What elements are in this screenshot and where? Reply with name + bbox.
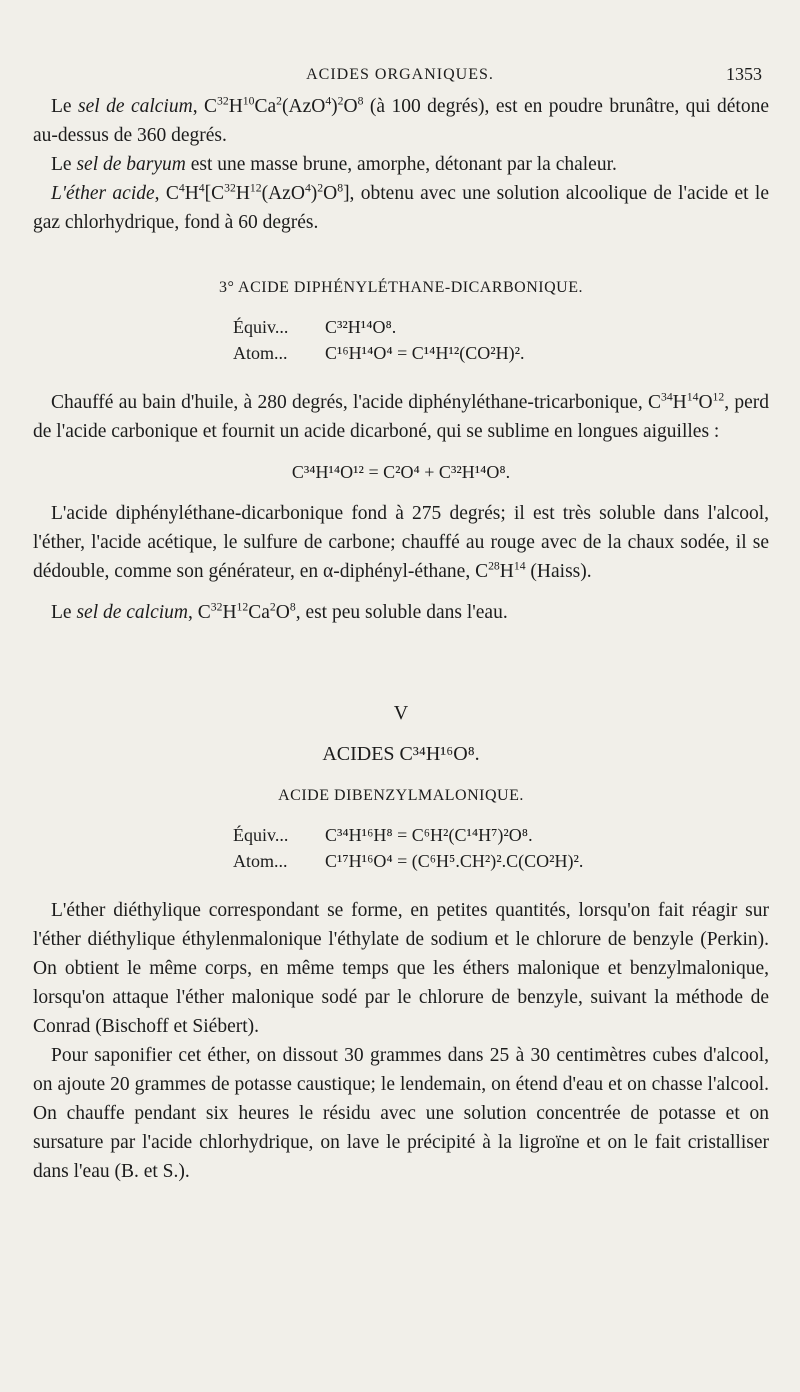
formula-block-1 xyxy=(233,314,769,366)
paragraph-heating: Chauffé au bain d'huile, à 280 degrés, l'acide diphényléthane-tricarbonique, $C^{34}H^{14}O^{12}$, perd de l'acide carbonique et fournit un acide dicarboné, qui se sublime en longues aiguilles : xyxy=(33,390,770,442)
equiv-formula: C³²H¹⁴O⁸. xyxy=(325,317,397,337)
atom-label: Atom... xyxy=(233,343,288,363)
section-numeral: V xyxy=(393,702,409,724)
atom-formula: C¹⁷H¹⁶O⁴ = (C⁶H⁵.CH²)².C(CO²H)². xyxy=(325,851,584,871)
atom-formula: C¹⁶H¹⁴O⁴ = C¹⁴H¹²(CO²H)². xyxy=(325,343,525,363)
section-heading-dibenzylmalonique: ACIDE DIBENZYLMALONIQUE. xyxy=(278,787,524,804)
page-number: 1353 xyxy=(726,64,762,84)
paragraph-acid-ether: L'éther acide, $C^4H^4[C^{32}H^{12}(AzO^4)^2O^8]$, obtenu avec une solution alcoolique de l'acide et le gaz chlorhydrique, fond à 60 degrés. xyxy=(33,181,769,233)
paragraph-calcium-salt: Le sel de calcium, $C^{32}H^{10}Ca^2(AzO^4)^2O^8$ (à 100 degrés), est en poudre brunâtre, qui détone au-dessus de 360 degrés. xyxy=(33,94,769,146)
paragraph-solubility: L'acide diphényléthane-dicarbonique fond à 275 degrés; il est très soluble dans l'alcool, l'éther, l'acide acétique, le sulfure de carbone; chauffé au rouge avec de la chaux sodée, il se dédouble, comme son générateur, en α-diphényl-éthane, $C^{28}H^{14}$ (Haiss). xyxy=(33,503,769,582)
formula-block-2 xyxy=(233,822,769,874)
paragraph-barium-salt: Le sel de baryum est une masse brune, amorphe, détonant par la chaleur. xyxy=(51,154,617,175)
reaction-equation: C³⁴H¹⁴O¹² = C²O⁴ + C³²H¹⁴O⁸. xyxy=(291,462,511,482)
paragraph-calcium-salt-2: Le sel de calcium, $C^{32}H^{12}Ca^2O^8$, est peu soluble dans l'eau. xyxy=(51,600,508,623)
atom-label: Atom... xyxy=(233,851,288,871)
equiv-label: Équiv... xyxy=(233,825,289,845)
equiv-label: Équiv... xyxy=(233,317,289,337)
paragraph-saponification: Pour saponifier cet éther, on dissout 30 grammes dans 25 à 30 centimètres cubes d'alcool, on ajoute 20 grammes de potasse caustique; le lendemain, on étend d'eau et on chasse l'alcool. On chauffe pendant six heures le résidu avec une solution concentrée de potasse et on sursature par l'acide chlorhydrique, on lave le précipité à la ligroïne et on le fait cristalliser dans l'eau (B. et S.). xyxy=(33,1045,769,1182)
section-heading-diphenylethane: 3° ACIDE DIPHÉNYLÉTHANE-DICARBONIQUE. xyxy=(219,279,583,296)
paragraph-diethyl-ether: L'éther diéthylique correspondant se forme, en petites quantités, lorsqu'on fait réagir sur l'éther diéthylique éthylenmalonique l'éthylate de sodium et le chlorure de benzyle (Perkin). On obtient le même corps, en même temps que les éthers malonique et benzylmalonique, lorsqu'on attaque l'éther malonique sodé par le chlorure de benzyle, suivant la méthode de Conrad (Bischoff et Siébert). xyxy=(33,900,769,1037)
running-title: ACIDES ORGANIQUES. xyxy=(306,66,494,83)
page-body xyxy=(33,92,769,1186)
section-title-acides: ACIDES C³⁴H¹⁶O⁸. xyxy=(322,743,480,765)
equiv-formula: C³⁴H¹⁶H⁸ = C⁶H²(C¹⁴H⁷)²O⁸. xyxy=(325,825,533,845)
